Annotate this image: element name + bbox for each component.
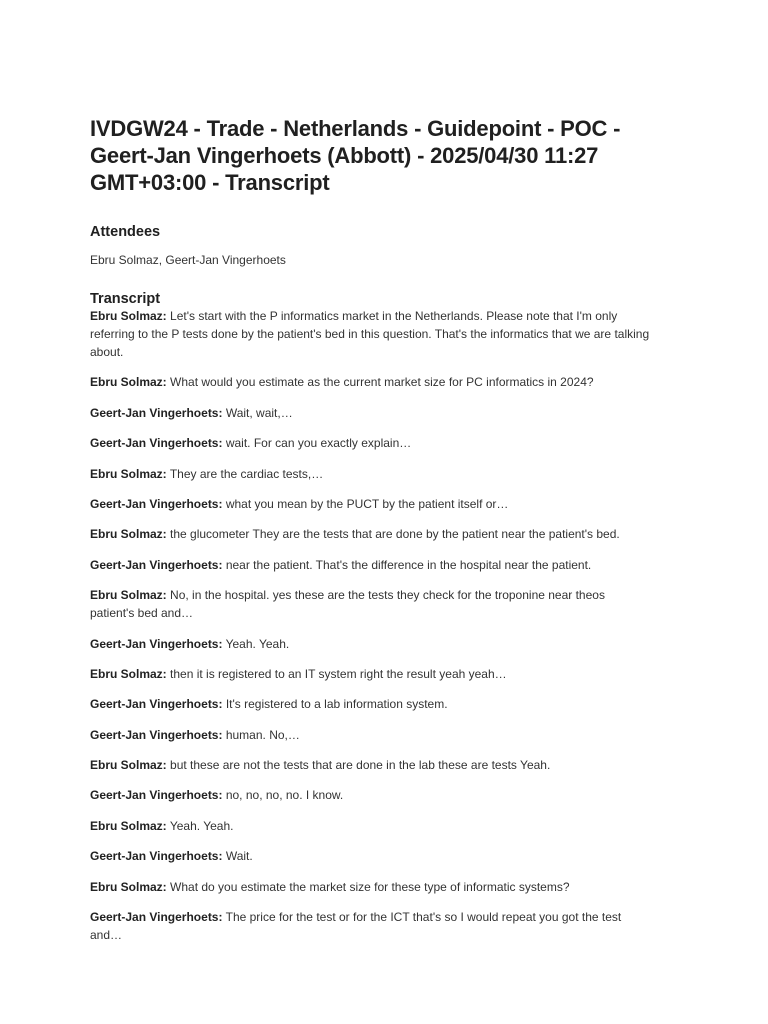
utterance-text: wait. For can you exactly explain… <box>225 436 412 451</box>
speaker-name: Ebru Solmaz: <box>90 879 167 894</box>
transcript-utterance <box>90 307 650 361</box>
utterance-text: then it is registered to an IT system right the result yeah yeah… <box>170 666 507 681</box>
speaker-name: Geert-Jan Vingerhoets: <box>90 405 223 420</box>
speaker-name: Ebru Solmaz: <box>90 466 167 481</box>
transcript-utterance <box>90 525 650 543</box>
speaker-name: Ebru Solmaz: <box>90 527 167 542</box>
transcript-utterance <box>90 373 650 391</box>
transcript-body <box>90 307 650 944</box>
speaker-name: Geert-Jan Vingerhoets: <box>90 788 223 803</box>
speaker-name: Geert-Jan Vingerhoets: <box>90 697 223 712</box>
speaker-name: Geert-Jan Vingerhoets: <box>90 636 223 651</box>
utterance-text: They are the cardiac tests,… <box>169 466 324 481</box>
utterance-text: What do you estimate the market size for these type of informatic systems? <box>170 879 570 894</box>
utterance-text: what you mean by the PUCT by the patient itself or… <box>225 496 509 511</box>
speaker-name: Ebru Solmaz: <box>90 666 167 681</box>
utterance-text: human. No,… <box>225 727 300 742</box>
utterance-text: but these are not the tests that are done in the lab these are tests Yeah. <box>170 758 551 773</box>
speaker-name: Geert-Jan Vingerhoets: <box>90 849 223 864</box>
utterance-text: No, in the hospital. yes these are the tests they check for the troponine near theos patient's bed and… <box>90 588 605 621</box>
transcript-utterance <box>90 908 650 944</box>
utterance-text: no, no, no, no. I know. <box>225 788 344 803</box>
utterance-text: the glucometer They are the tests that are done by the patient near the patient's bed. <box>170 527 620 542</box>
speaker-name: Geert-Jan Vingerhoets: <box>90 727 223 742</box>
transcript-utterance <box>90 756 650 774</box>
transcript-utterance <box>90 465 650 483</box>
utterance-text: It's registered to a lab information system. <box>225 697 448 712</box>
speaker-name: Geert-Jan Vingerhoets: <box>90 910 223 925</box>
transcript-utterance <box>90 586 650 622</box>
transcript-utterance <box>90 495 650 513</box>
attendees-list: Ebru Solmaz, Geert-Jan Vingerhoets <box>90 253 286 267</box>
attendees-heading: Attendees <box>90 224 161 240</box>
utterance-text: The price for the test or for the ICT that's so I would repeat you got the test and… <box>90 910 622 943</box>
transcript-utterance <box>90 635 650 653</box>
speaker-name: Ebru Solmaz: <box>90 375 167 390</box>
utterance-text: Let's start with the P informatics market in the Netherlands. Please note that I'm only referring to the P tests done by the patient's bed in this question. That's the informatics that we are talking about. <box>90 309 650 359</box>
transcript-utterance <box>90 847 650 865</box>
transcript-utterance <box>90 434 650 452</box>
utterance-text: near the patient. That's the difference in the hospital near the patient. <box>225 557 592 572</box>
speaker-name: Geert-Jan Vingerhoets: <box>90 557 223 572</box>
transcript-utterance <box>90 726 650 744</box>
transcript-heading: Transcript <box>90 291 161 307</box>
transcript-utterance <box>90 817 650 835</box>
speaker-name: Ebru Solmaz: <box>90 309 167 323</box>
utterance-text: Yeah. Yeah. <box>169 818 234 833</box>
utterance-text: Wait, wait,… <box>225 405 293 420</box>
transcript-page <box>90 115 650 956</box>
transcript-utterance <box>90 786 650 804</box>
document-title: IVDGW24 - Trade - Netherlands - Guidepoint - POC - Geert-Jan Vingerhoets (Abbott) - 2025/04/30 11:27 GMT+03:00 - Transcript <box>90 116 621 195</box>
speaker-name: Ebru Solmaz: <box>90 818 167 833</box>
utterance-text: Yeah. Yeah. <box>225 636 290 651</box>
speaker-name: Geert-Jan Vingerhoets: <box>90 436 223 451</box>
utterance-text: What would you estimate as the current market size for PC informatics in 2024? <box>170 375 594 390</box>
transcript-utterance <box>90 556 650 574</box>
transcript-utterance <box>90 695 650 713</box>
speaker-name: Ebru Solmaz: <box>90 758 167 773</box>
transcript-utterance <box>90 404 650 422</box>
speaker-name: Geert-Jan Vingerhoets: <box>90 496 223 511</box>
transcript-utterance <box>90 878 650 896</box>
transcript-utterance <box>90 665 650 683</box>
speaker-name: Ebru Solmaz: <box>90 588 167 603</box>
utterance-text: Wait. <box>225 849 253 864</box>
